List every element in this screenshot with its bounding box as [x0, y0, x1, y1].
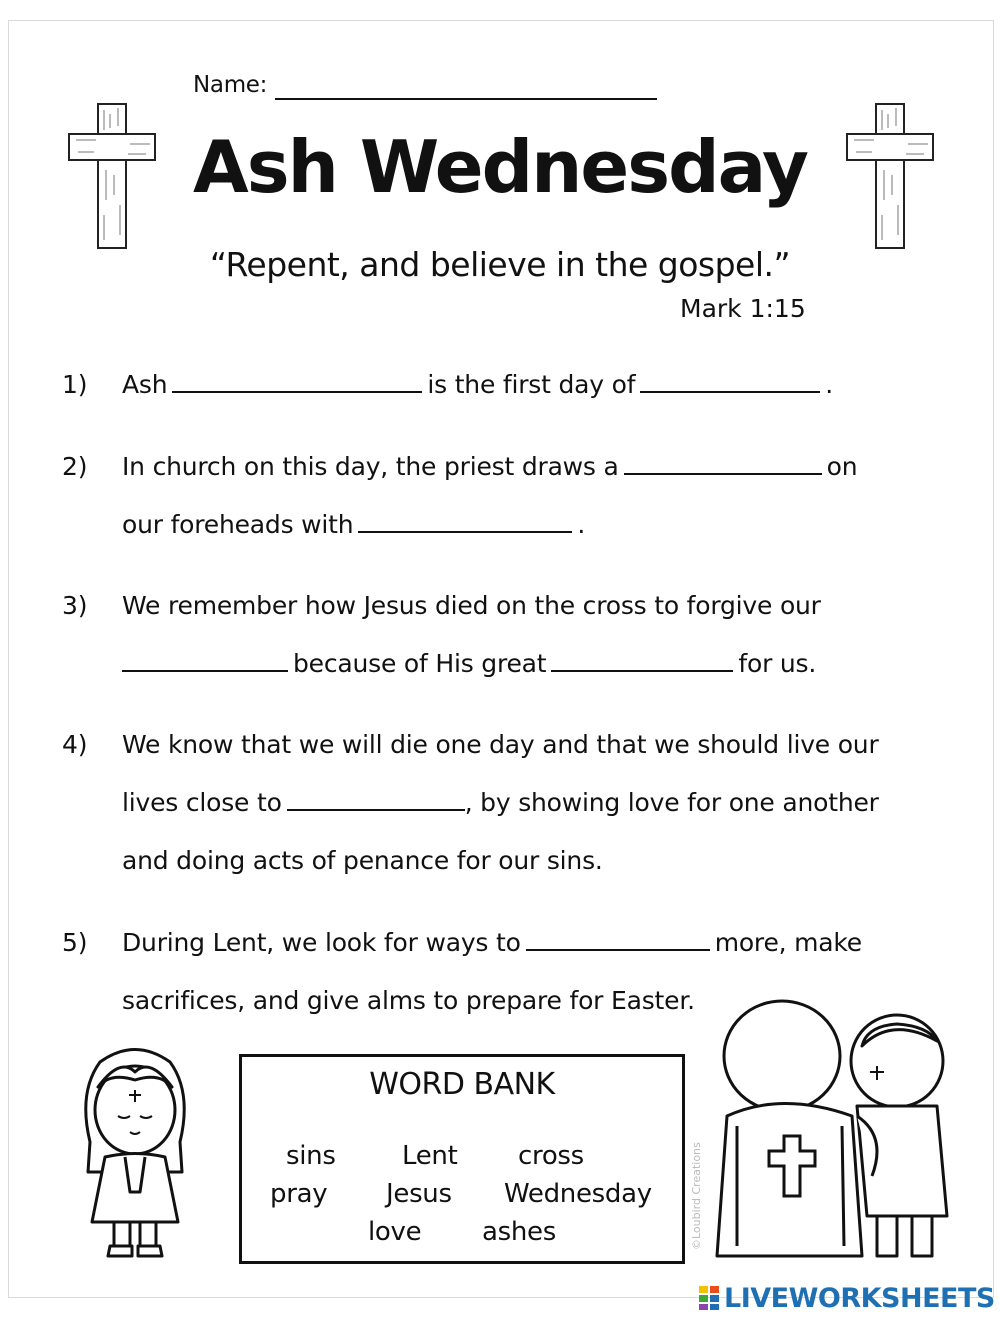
question-number: 2) [62, 452, 88, 481]
answer-blank[interactable] [551, 650, 733, 672]
question-line: During Lent, we look for ways to more, make [122, 928, 862, 957]
question-line: lives close to , by showing love for one another [122, 788, 879, 817]
question-number: 1) [62, 370, 88, 399]
question-line: and doing acts of penance for our sins. [122, 846, 603, 875]
question-line: our foreheads with . [122, 510, 586, 539]
question-line: We know that we will die one day and that we should live our [122, 730, 879, 759]
copyright-credit: ©Loubird Creations [690, 1142, 703, 1250]
answer-blank[interactable] [526, 929, 710, 951]
word-bank [239, 1054, 685, 1264]
priest-and-child-illustration [712, 996, 952, 1276]
word-bank-word[interactable]: Jesus [386, 1179, 452, 1209]
question-line: sacrifices, and give alms to prepare for Easter. [122, 986, 695, 1015]
liveworksheets-footer[interactable] [698, 1283, 995, 1313]
name-label: Name: [193, 72, 268, 98]
word-bank-word[interactable]: cross [518, 1141, 584, 1171]
question-line: We remember how Jesus died on the cross to forgive our [122, 591, 821, 620]
word-bank-title: WORD BANK [369, 1067, 555, 1102]
answer-blank[interactable] [287, 789, 465, 811]
answer-blank[interactable] [172, 371, 422, 393]
word-bank-word[interactable]: ashes [482, 1217, 556, 1247]
word-bank-word[interactable]: sins [286, 1141, 336, 1171]
word-bank-word[interactable]: love [368, 1217, 422, 1247]
verse-text: “Repent, and believe in the gospel.” [209, 245, 791, 284]
praying-girl-illustration [70, 1032, 200, 1262]
name-input-line[interactable] [275, 98, 657, 100]
answer-blank[interactable] [624, 453, 822, 475]
word-bank-word[interactable]: pray [270, 1179, 328, 1209]
word-bank-word[interactable]: Lent [402, 1141, 458, 1171]
answer-blank[interactable] [640, 371, 820, 393]
answer-blank[interactable] [358, 511, 572, 533]
question-number: 4) [62, 730, 88, 759]
question-line: In church on this day, the priest draws a on [122, 452, 858, 481]
question-number: 5) [62, 928, 88, 957]
answer-blank[interactable] [122, 650, 288, 672]
question-number: 3) [62, 591, 88, 620]
verse-reference: Mark 1:15 [680, 294, 806, 323]
page-title: Ash Wednesday [193, 125, 807, 209]
question-line: Ash is the first day of . [122, 370, 834, 399]
question-line: because of His great for us. [122, 649, 816, 678]
liveworksheets-logo-icon [698, 1285, 720, 1311]
word-bank-word[interactable]: Wednesday [504, 1179, 652, 1209]
footer-brand: LIVEWORKSHEETS [724, 1282, 995, 1314]
